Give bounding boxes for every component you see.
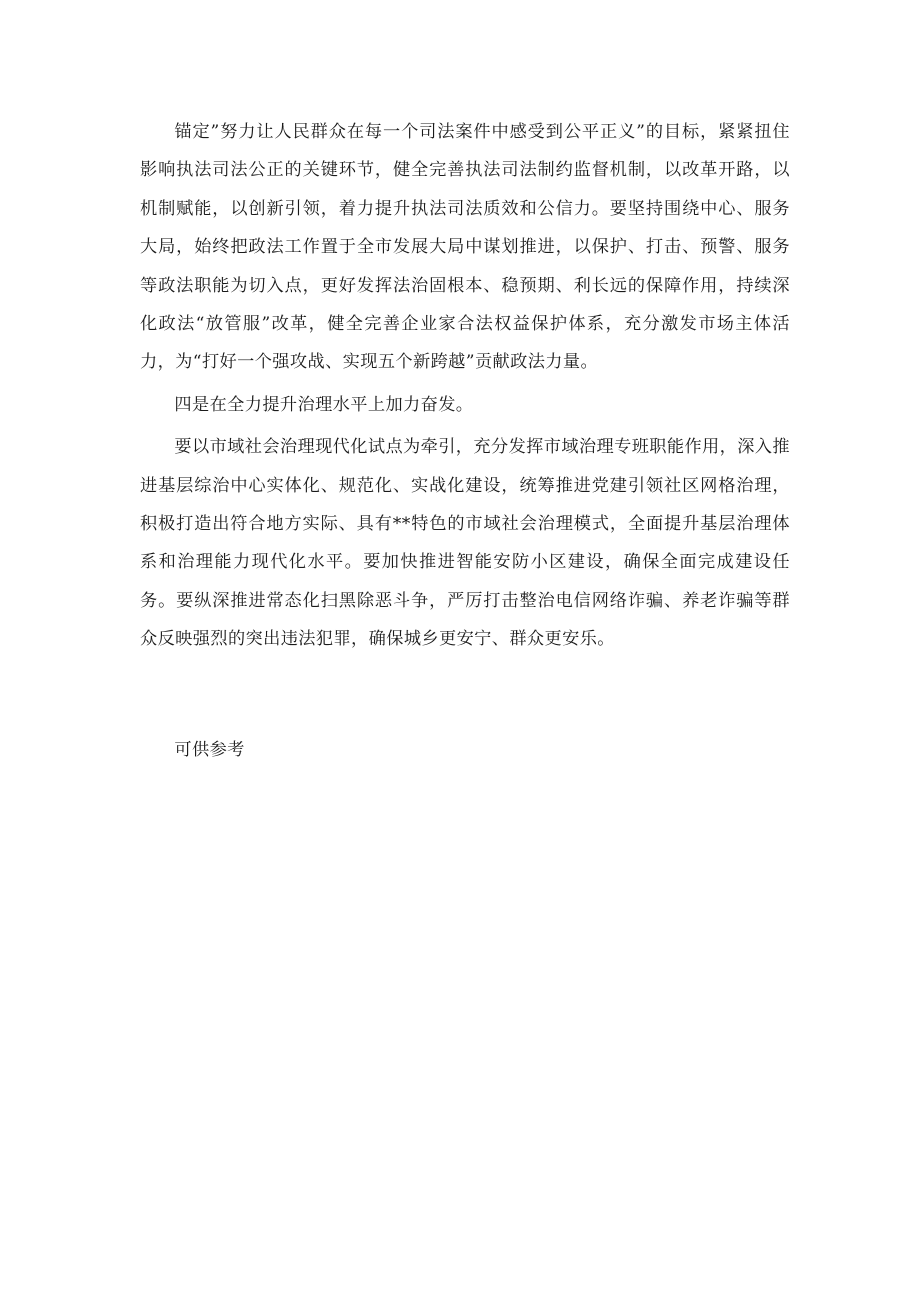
body-paragraph-2: 要以市域社会治理现代化试点为牵引，充分发挥市域治理专班职能作用，深入推进基层综治中心实体化、规范化、实战化建设，统筹推进党建引领社区网格治理，积极打造出符合地方实际、具有**特色的市域社会治理模式，全面提升基层治理体系和治理能力现代化水平。要加快推进智能安防小区建设，确保全面完成建设任务。要纵深推进常态化扫黑除恶斗争，严厉打击整治电信网络诈骗、养老诈骗等群众反映强烈的突出违法犯罪，确保城乡更安宁、群众更安乐。 xyxy=(140,437,790,650)
section-heading-4: 四是在全力提升治理水平上加力奋发。 xyxy=(174,394,474,415)
closing-note: 可供参考 xyxy=(174,739,245,760)
body-paragraph-1: 锚定”努力让人民群众在每一个司法案件中感受到公平正义”的目标，紧紧扭住影响执法司法公正的关键环节，健全完善执法司法制约监督机制，以改革开路，以机制赋能，以创新引领，着力提升执法司法质效和公信力。要坚持围绕中心、服务大局，始终把政法工作置于全市发展大局中谋划推进，以保护、打击、预警、服务等政法职能为切入点，更好发挥法治固根本、稳预期、利长远的保障作用，持续深化政法“放管服”改革，健全完善企业家合法权益保护体系，充分激发市场主体活力，为“打好一个强攻战、实现五个新跨越”贡献政法力量。 xyxy=(140,122,790,373)
